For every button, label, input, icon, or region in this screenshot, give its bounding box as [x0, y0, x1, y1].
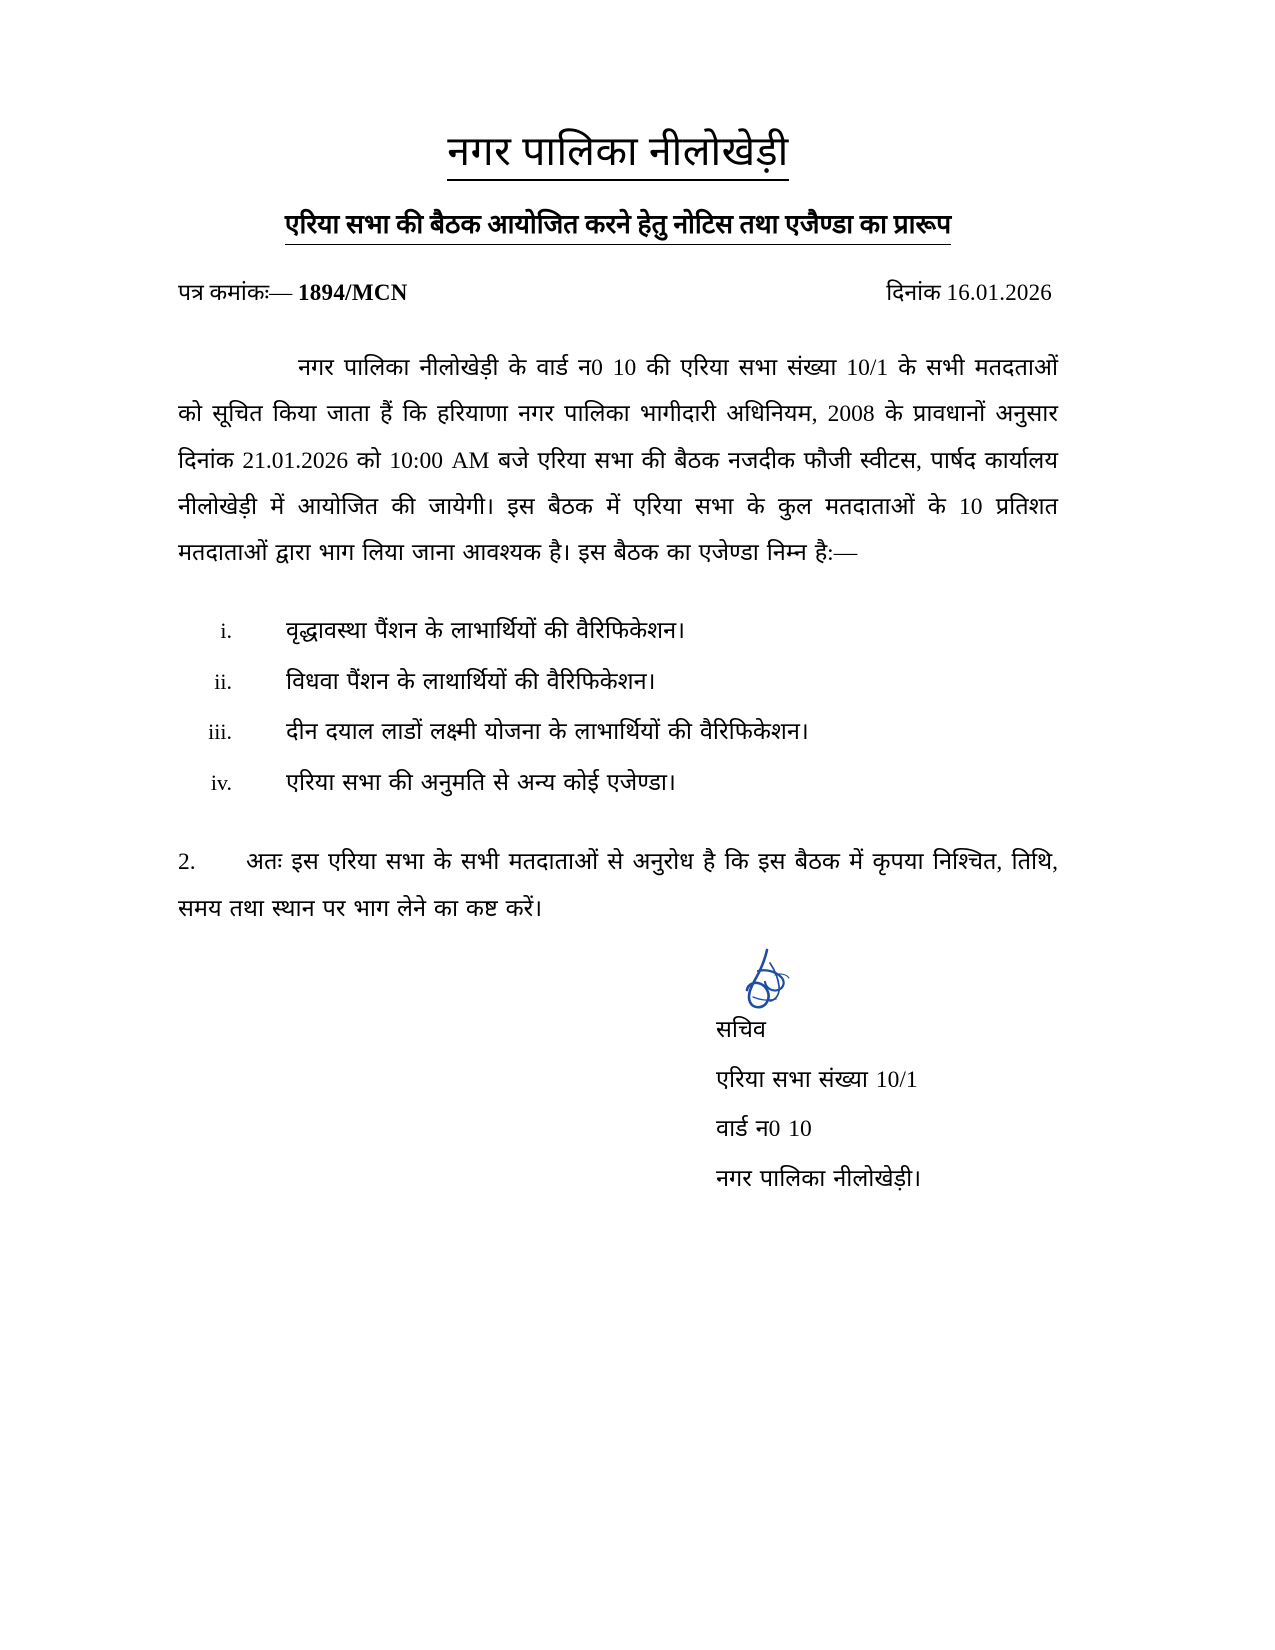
agenda-item-text: वृद्धावस्था पैंशन के लाभार्थियों की वैरिफिकेशन।	[286, 618, 686, 645]
agenda-item-text: दीन दयाल लाडों लक्ष्मी योजना के लाभार्थियों की वैरिफिकेशन।	[286, 719, 809, 746]
agenda-item	[178, 721, 1058, 745]
page-title-text: नगर पालिका नीलोखेड़ी	[447, 128, 788, 181]
signature-ink-mark	[734, 945, 1056, 1017]
notice-body-text: नगर पालिका नीलोखेड़ी के वार्ड न0 10 की एरिया सभा संख्या 10/1 के सभी मतदताओं को सूचित किया जाता हैं कि हरियाणा नगर पालिका भागीदारी अधिनियम, 2008 के प्रावधानों अनुसार दिनांक 21.01.2026 को 10:00 AM बजे एरिया सभा की बैठक नजदीक फौजी स्वीटस, पार्षद कार्यालय नीलोखेड़ी में आयोजित की जायेगी। इस बैठक में एरिया सभा के कुल मतदाताओं के 10 प्रतिशत मतदाताओं द्वारा भाग लिया जाना आवश्यक है। इस बैठक का एजेण्डा निम्न है:—	[178, 354, 1058, 567]
signature-area-sabha: एरिया सभा संख्या 10/1	[716, 1066, 918, 1093]
document-subtitle-text: एरिया सभा की बैठक आयोजित करने हेतु नोटिस तथा एजैण्डा का प्रारूप	[285, 209, 951, 245]
agenda-item-text: एरिया सभा की अनुमति से अन्य कोई एजेण्डा।	[286, 769, 676, 796]
agenda-item-marker: i.	[220, 618, 232, 644]
agenda-item-text: विधवा पैंशन के लाथार्थियों की वैरिफिकेशन।	[286, 668, 656, 695]
agenda-item-marker: iv.	[210, 769, 232, 795]
signature-ward: वार्ड न0 10	[716, 1116, 812, 1142]
letter-number-label: पत्र कमांकः—	[178, 279, 293, 305]
letter-date-group	[886, 275, 1052, 307]
letter-number-value: 1894/MCN	[297, 279, 408, 305]
closing-paragraph-number: 2.	[178, 849, 196, 876]
agenda-item	[178, 620, 1058, 644]
page-title	[178, 0, 1058, 181]
agenda-item	[178, 769, 1058, 796]
letter-date-label: दिनांक	[886, 279, 941, 305]
closing-paragraph-text: अतः इस एरिया सभा के सभी मतदाताओं से अनुरोध है कि इस बैठक में कृपया निश्चित, तिथि, समय तथा स्थान पर भाग लेने का कष्ट करें।	[178, 849, 1058, 922]
agenda-item-marker: ii.	[214, 668, 232, 694]
agenda-item	[178, 668, 1058, 695]
letter-number-group	[178, 275, 408, 307]
document-subtitle	[178, 181, 1058, 245]
signature-block	[716, 945, 1056, 1217]
agenda-item-marker: iii.	[208, 719, 232, 745]
letter-date-value: 16.01.2026	[946, 279, 1052, 305]
signature-designation: सचिव	[716, 1017, 766, 1043]
document-content	[178, 0, 1058, 955]
reference-row	[178, 275, 1058, 307]
notice-body-paragraph	[178, 345, 1058, 576]
signature-municipality: नगर पालिका नीलोखेड़ी।	[716, 1165, 922, 1192]
closing-paragraph	[178, 839, 1058, 932]
agenda-list	[178, 620, 1058, 795]
